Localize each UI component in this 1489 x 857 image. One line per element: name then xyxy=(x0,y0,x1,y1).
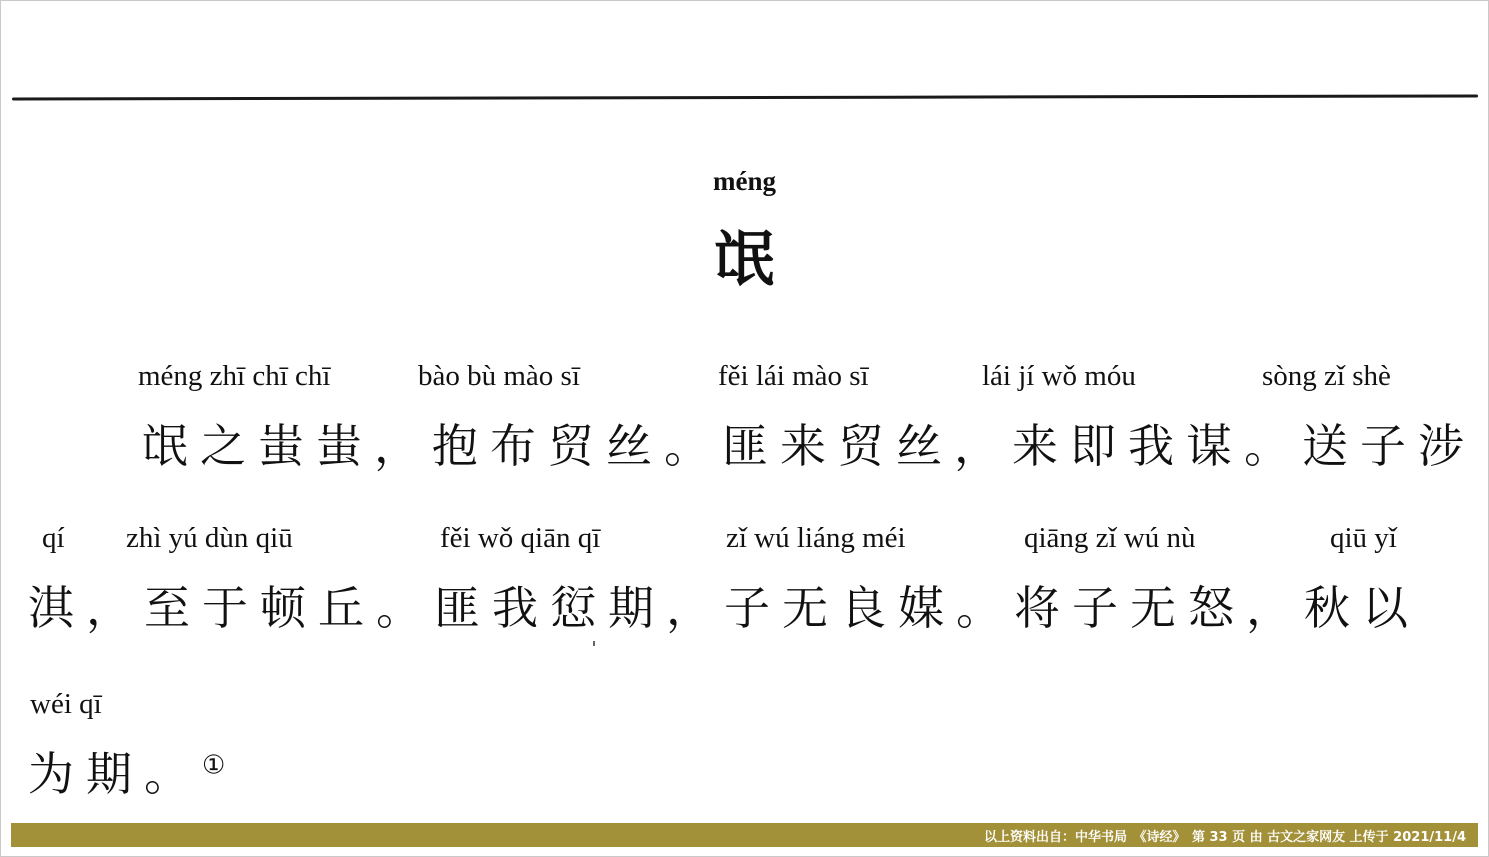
title-hanzi: 氓 xyxy=(714,225,775,295)
pinyin-segment: lái jí wǒ móu xyxy=(982,360,1136,392)
pinyin-segment: qí xyxy=(42,522,65,554)
footnote-marker[interactable]: ① xyxy=(202,750,238,781)
pinyin-segment: méng zhī chī chī xyxy=(138,360,331,392)
print-speck xyxy=(593,641,595,646)
pinyin-segment: qiāng zǐ wú nù xyxy=(1024,522,1196,554)
pinyin-segment: wéi qī xyxy=(30,688,102,720)
pinyin-segment: sòng zǐ shè xyxy=(1262,360,1391,392)
pinyin-segment: fěi wǒ qiān qī xyxy=(440,522,601,554)
hanzi-line-last xyxy=(28,738,237,804)
source-footer-bar xyxy=(11,823,1478,847)
pinyin-segment: zhì yú dùn qiū xyxy=(126,522,293,554)
pinyin-segment: bào bù mào sī xyxy=(418,360,580,392)
pinyin-segment: qiū yǐ xyxy=(1330,522,1397,554)
pinyin-segment: zǐ wú liáng méi xyxy=(726,522,906,554)
hanzi-text: 为期。 xyxy=(28,747,202,801)
hanzi-line: 氓之蚩蚩，抱布贸丝。匪来贸丝，来即我谋。送子涉 xyxy=(142,419,1476,473)
source-footer-text: 以上资料出自：中华书局 《诗经》 第 33 页 由 古文之家网友 上传于 2021/11/4 xyxy=(983,829,1466,845)
title-pinyin: méng xyxy=(713,166,776,196)
hanzi-line: 淇，至于顿丘。匪我愆期，子无良媒。将子无怒，秋以 xyxy=(28,581,1420,635)
pinyin-segment: fěi lái mào sī xyxy=(718,360,869,392)
